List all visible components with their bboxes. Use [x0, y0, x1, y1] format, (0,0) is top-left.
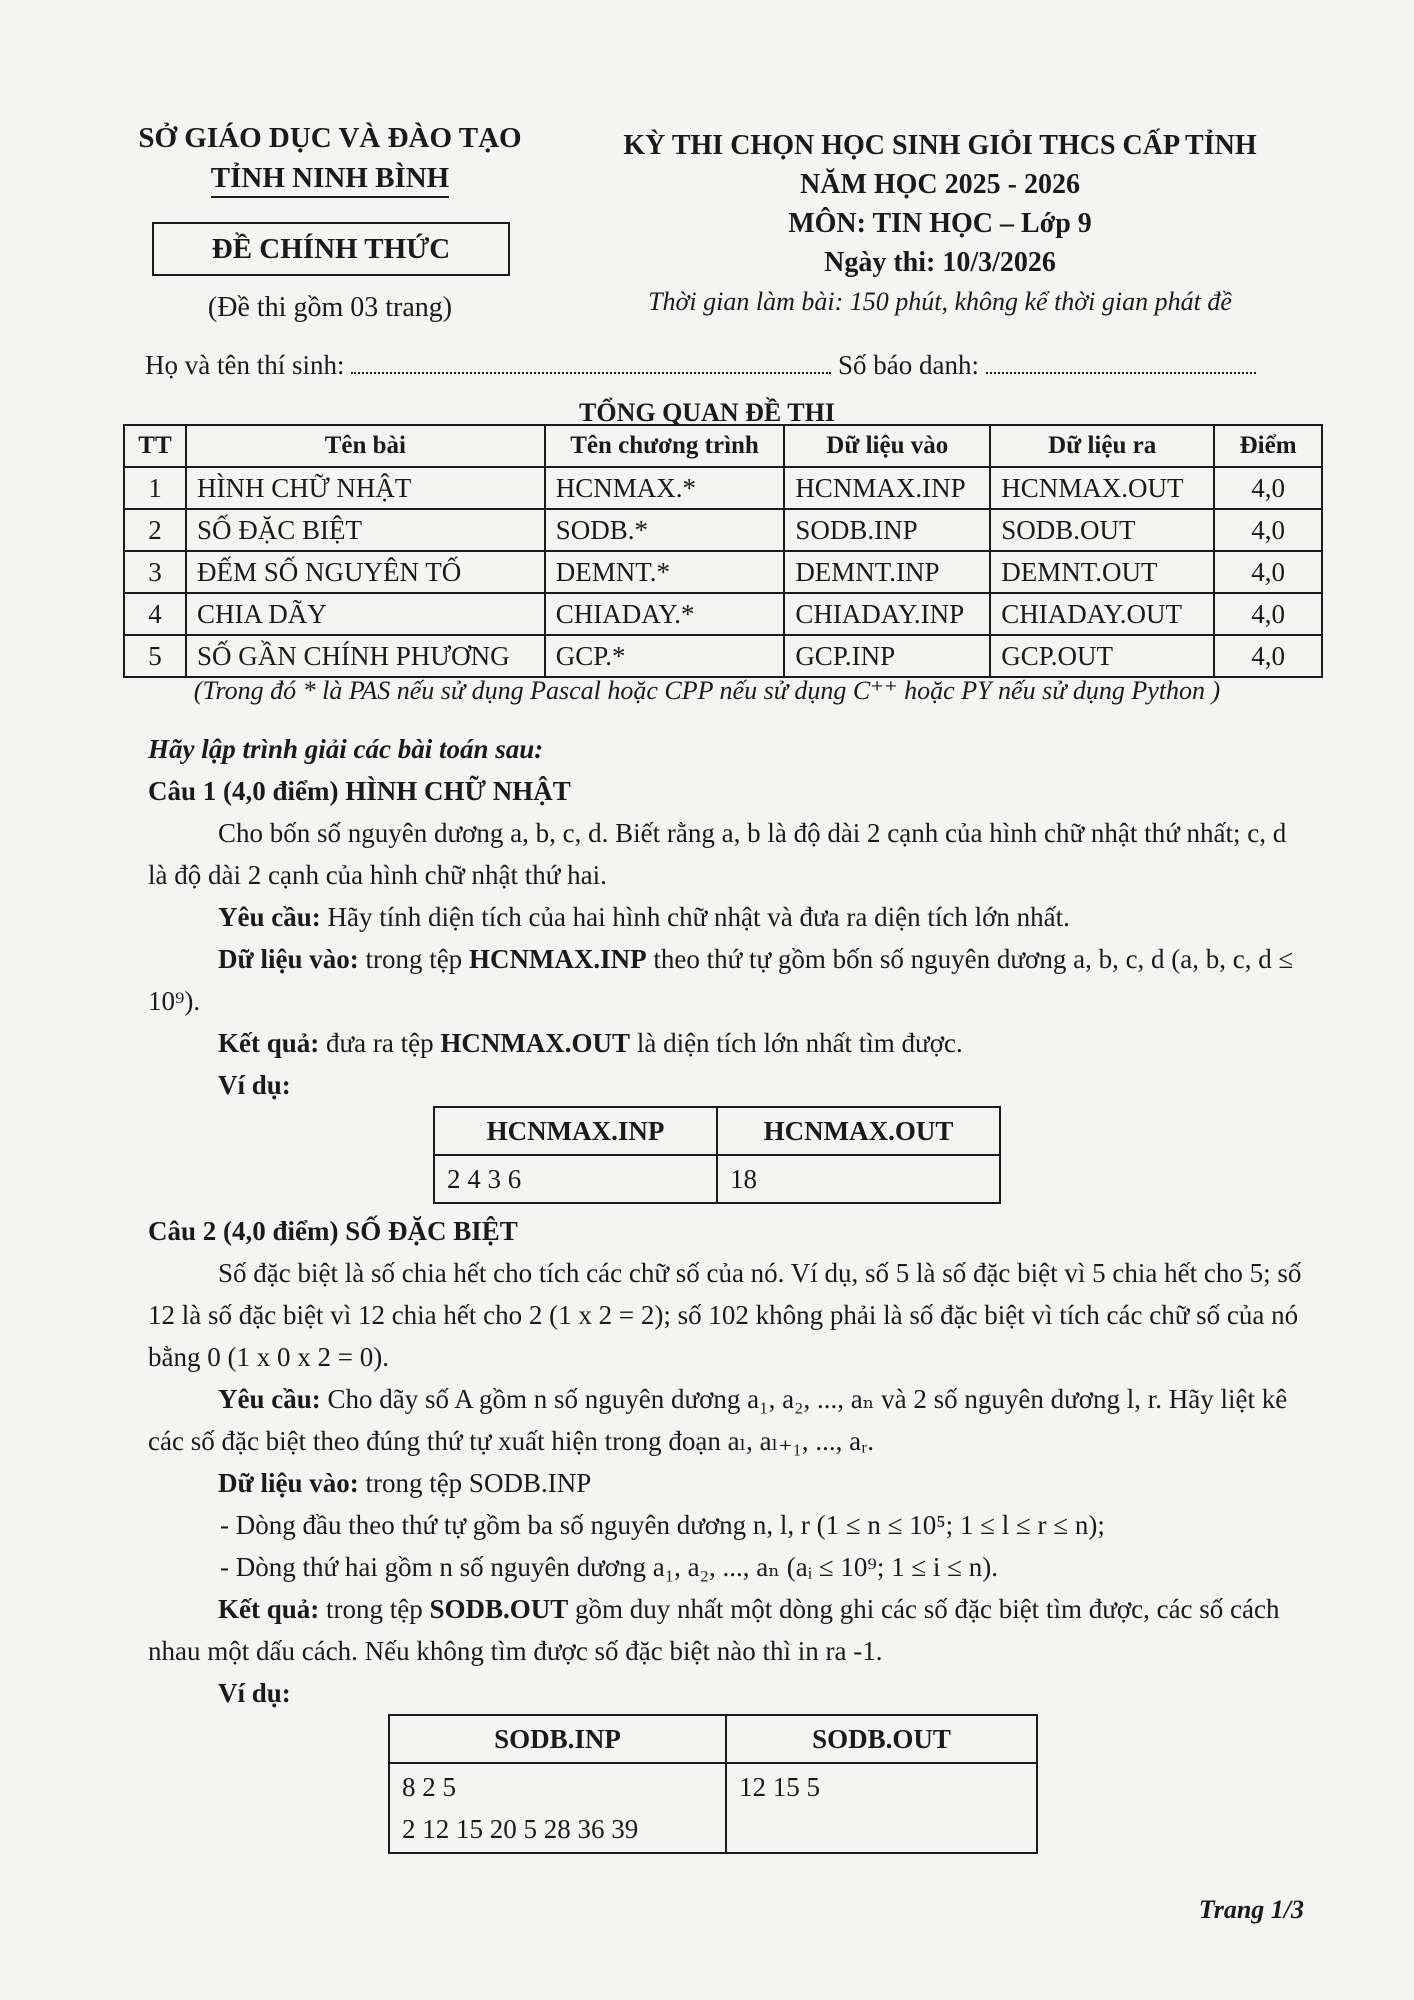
- candidate-line: [145, 350, 1305, 381]
- question-2-example-table: [388, 1714, 1038, 1854]
- overview-title: TỔNG QUAN ĐỀ THI: [579, 398, 835, 427]
- question-2-example-label: Ví dụ:: [218, 1678, 291, 1708]
- table-cell: DEMNT.INP: [784, 551, 990, 593]
- table-header-row: [434, 1107, 1000, 1155]
- question-2-input-line1: - Dòng đầu theo thứ tự gồm ba số nguyên dương n, l, r (1 ≤ n ≤ 10⁵; 1 ≤ l ≤ r ≤ n);: [220, 1510, 1105, 1540]
- table-cell: DEMNT.OUT: [990, 551, 1214, 593]
- exam-body: [148, 728, 1310, 1854]
- question-2-input: Dữ liệu vào: trong tệp SODB.INP: [218, 1468, 592, 1498]
- header-cell: SODB.OUT: [726, 1715, 1037, 1763]
- question-1-example-label: Ví dụ:: [218, 1070, 291, 1100]
- table-row: [389, 1763, 1037, 1853]
- table-cell: 2: [124, 509, 186, 551]
- pages-note: (Đề thi gồm 03 trang): [207, 292, 453, 323]
- province-name: TỈNH NINH BÌNH: [211, 162, 450, 198]
- example-input-line-2: 2 12 15 20 5 28 36 39: [402, 1814, 639, 1844]
- question-1-example-table: [433, 1106, 1001, 1204]
- table-row: [434, 1155, 1000, 1203]
- table-cell: 4,0: [1214, 509, 1322, 551]
- table-cell: 2 4 3 6: [434, 1155, 717, 1203]
- table-cell: SODB.*: [545, 509, 785, 551]
- table-cell: GCP.*: [545, 635, 785, 677]
- table-cell: [389, 1763, 726, 1853]
- table-cell: 4,0: [1214, 593, 1322, 635]
- question-1-input: Dữ liệu vào: trong tệp HCNMAX.INP theo thứ tự gồm bốn số nguyên dương a, b, c, d (a, b, c, d ≤ 10⁹).: [148, 944, 1294, 1016]
- table-cell: CHIADAY.INP: [784, 593, 990, 635]
- question-1-title: Câu 1 (4,0 điểm) HÌNH CHỮ NHẬT: [148, 776, 571, 806]
- question-1-intro: Cho bốn số nguyên dương a, b, c, d. Biết rằng a, b là độ dài 2 cạnh của hình chữ nhật thứ nhất; c, d là độ dài 2 cạnh của hình chữ nhật thứ hai.: [148, 818, 1287, 890]
- header-cell: TT: [124, 425, 186, 467]
- table-row: [124, 635, 1322, 677]
- table-cell: SỐ GẦN CHÍNH PHƯƠNG: [186, 635, 545, 677]
- table-cell: ĐẾM SỐ NGUYÊN TỐ: [186, 551, 545, 593]
- candidate-id-field[interactable]: [986, 350, 1256, 374]
- instructions: Hãy lập trình giải các bài toán sau:: [148, 734, 544, 764]
- question-2-output: Kết quả: trong tệp SODB.OUT gồm duy nhất một dòng ghi các số đặc biệt tìm được, các số cách nhau một dấu cách. Nếu không tìm được số đặc biệt nào thì in ra -1.: [148, 1594, 1280, 1666]
- table-cell: SỐ ĐẶC BIỆT: [186, 509, 545, 551]
- exam-title: KỲ THI CHỌN HỌC SINH GIỎI THCS CẤP TỈNH: [623, 130, 1257, 161]
- table-cell: CHIADAY.*: [545, 593, 785, 635]
- table-cell: HÌNH CHỮ NHẬT: [186, 467, 545, 509]
- official-stamp: ĐỀ CHÍNH THỨC: [152, 222, 510, 276]
- table-cell: 4,0: [1214, 635, 1322, 677]
- candidate-id-label: Số báo danh:: [837, 350, 979, 380]
- table-cell: 18: [717, 1155, 1000, 1203]
- header-cell: Dữ liệu ra: [990, 425, 1214, 467]
- table-cell: CHIADAY.OUT: [990, 593, 1214, 635]
- question-2-requirement: Yêu cầu: Cho dãy số A gồm n số nguyên dương a₁, a₂, ..., aₙ và 2 số nguyên dương l, r. Hãy liệt kê các số đặc biệt theo đúng thứ tự xuất hiện trong đoạn aₗ, aₗ₊₁, ..., aᵣ.: [148, 1384, 1288, 1456]
- header-cell: Tên bài: [186, 425, 545, 467]
- table-cell: GCP.INP: [784, 635, 990, 677]
- question-2-intro: Số đặc biệt là số chia hết cho tích các chữ số của nó. Ví dụ, số 5 là số đặc biệt vì 5 chia hết cho 5; số 12 là số đặc biệt vì 12 chia hết cho 2 (1 x 2 = 2); số 102 không phải là số đặc biệt vì tích các chữ số của nó bằng 0 (1 x 0 x 2 = 0).: [148, 1258, 1302, 1372]
- table-cell: 1: [124, 467, 186, 509]
- department-header: [120, 118, 540, 198]
- table-cell: HCNMAX.*: [545, 467, 785, 509]
- header-cell: SODB.INP: [389, 1715, 726, 1763]
- table-cell: 4,0: [1214, 551, 1322, 593]
- time-note: Thời gian làm bài: 150 phút, không kể thời gian phát đề: [648, 287, 1232, 316]
- table-cell: SODB.INP: [784, 509, 990, 551]
- header-cell: Điểm: [1214, 425, 1322, 467]
- table-row: [124, 593, 1322, 635]
- header-cell: HCNMAX.OUT: [717, 1107, 1000, 1155]
- language-note: (Trong đó * là PAS nếu sử dụng Pascal hoặc CPP nếu sử dụng C⁺⁺ hoặc PY nếu sử dụng Python ): [193, 676, 1221, 705]
- question-1-output: Kết quả: đưa ra tệp HCNMAX.OUT là diện tích lớn nhất tìm được.: [218, 1028, 963, 1058]
- candidate-name-field[interactable]: [351, 350, 831, 374]
- overview-table: [123, 424, 1323, 678]
- question-2-input-line2: - Dòng thứ hai gồm n số nguyên dương a₁, a₂, ..., aₙ (aᵢ ≤ 10⁹; 1 ≤ i ≤ n).: [220, 1552, 998, 1582]
- exam-header: [570, 126, 1310, 321]
- table-cell: 4: [124, 593, 186, 635]
- table-row: [124, 551, 1322, 593]
- question-1-requirement: Yêu cầu: Hãy tính diện tích của hai hình chữ nhật và đưa ra diện tích lớn nhất.: [218, 902, 1070, 932]
- table-cell: SODB.OUT: [990, 509, 1214, 551]
- example-input-line-1: 8 2 5: [402, 1772, 456, 1802]
- department-name: SỞ GIÁO DỤC VÀ ĐÀO TẠO: [138, 122, 522, 154]
- table-cell: DEMNT.*: [545, 551, 785, 593]
- table-cell: CHIA DÃY: [186, 593, 545, 635]
- table-cell: HCNMAX.OUT: [990, 467, 1214, 509]
- header-cell: Dữ liệu vào: [784, 425, 990, 467]
- subject: MÔN: TIN HỌC – Lớp 9: [788, 208, 1092, 239]
- table-cell: 5: [124, 635, 186, 677]
- question-2-title: Câu 2 (4,0 điểm) SỐ ĐẶC BIỆT: [148, 1216, 518, 1246]
- header-cell: HCNMAX.INP: [434, 1107, 717, 1155]
- table-header-row: [124, 425, 1322, 467]
- table-cell: HCNMAX.INP: [784, 467, 990, 509]
- table-cell: 3: [124, 551, 186, 593]
- table-cell: GCP.OUT: [990, 635, 1214, 677]
- page-number: Trang 1/3: [1198, 1895, 1304, 1924]
- exam-date: Ngày thi: 10/3/2026: [824, 247, 1056, 278]
- table-row: [124, 509, 1322, 551]
- table-cell: 12 15 5: [726, 1763, 1037, 1853]
- header-cell: Tên chương trình: [545, 425, 785, 467]
- candidate-name-label: Họ và tên thí sinh:: [145, 350, 345, 380]
- school-year: NĂM HỌC 2025 - 2026: [800, 169, 1080, 200]
- table-row: [124, 467, 1322, 509]
- table-header-row: [389, 1715, 1037, 1763]
- table-cell: 4,0: [1214, 467, 1322, 509]
